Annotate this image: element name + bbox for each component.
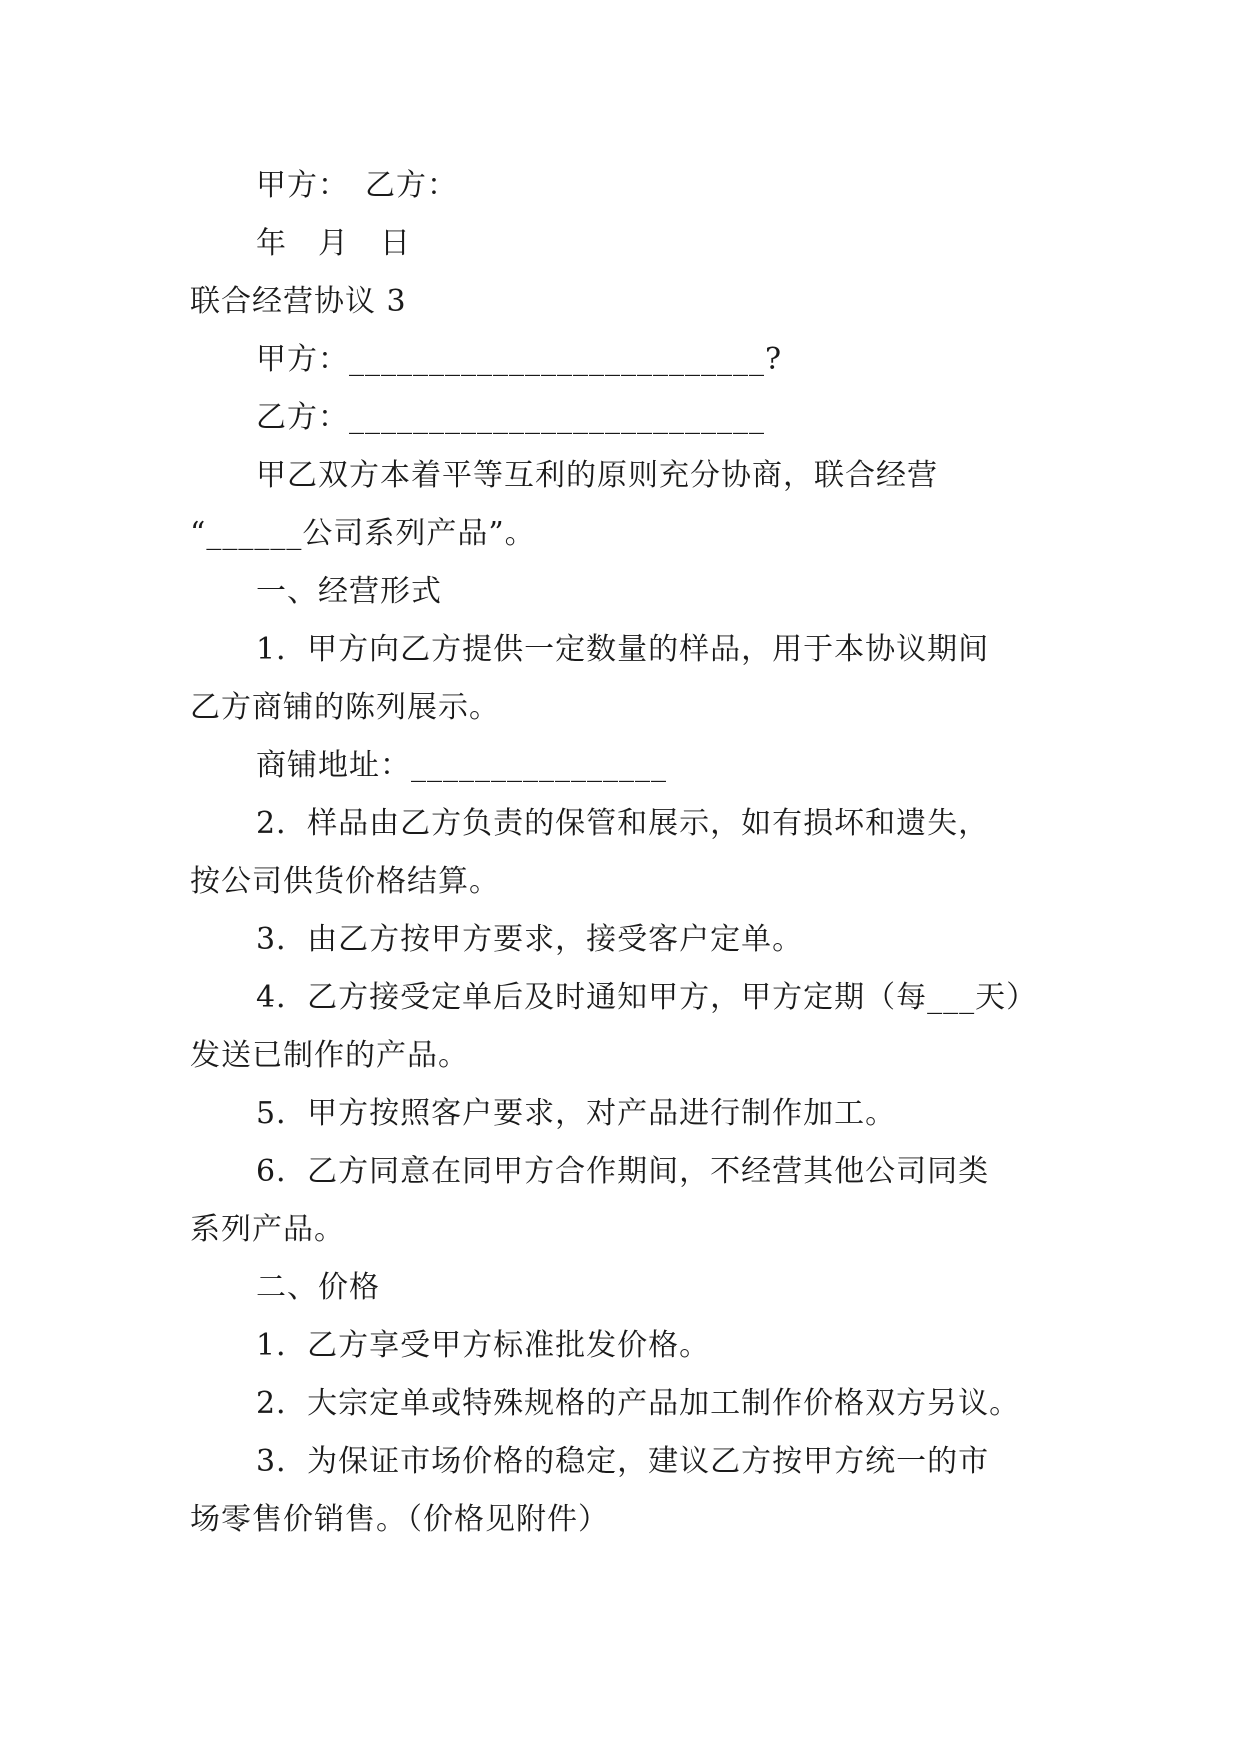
shop-address-line: 商铺地址：________________: [256, 748, 667, 783]
clause-1-2-line-1: 2．样品由乙方负责的保管和展示，如有损坏和遗失，: [256, 806, 990, 841]
preamble-line-2: “______公司系列产品”。: [190, 516, 536, 551]
clause-1-6-line-1: 6．乙方同意在同甲方合作期间，不经营其他公司同类: [256, 1154, 990, 1189]
clause-2-1: 1．乙方享受甲方标准批发价格。: [256, 1328, 711, 1363]
clause-2-2: 2．大宗定单或特殊规格的产品加工制作价格双方另议。: [256, 1386, 1021, 1421]
clause-1-1-line-2: 乙方商铺的陈列展示。: [190, 690, 500, 725]
clause-1-2-line-2: 按公司供货价格结算。: [190, 864, 500, 899]
section-heading-price: 二、价格: [256, 1270, 380, 1305]
clause-1-6-line-2: 系列产品。: [190, 1212, 345, 1247]
clause-1-4-line-2: 发送已制作的产品。: [190, 1038, 469, 1073]
clause-1-5: 5．甲方按照客户要求，对产品进行制作加工。: [256, 1096, 897, 1131]
preamble-line-1: 甲乙双方本着平等互利的原则充分协商，联合经营: [256, 458, 938, 493]
signature-parties-line: 甲方： 乙方：: [256, 168, 458, 203]
party-b-line: 乙方：__________________________: [256, 400, 765, 435]
party-a-line: 甲方：__________________________?: [256, 342, 783, 377]
clause-2-3-line-1: 3．为保证市场价格的稳定，建议乙方按甲方统一的市: [256, 1444, 990, 1479]
clause-2-3-line-2: 场零售价销售。（价格见附件）: [190, 1502, 609, 1537]
document-title: 联合经营协议 3: [190, 284, 407, 319]
date-line: 年 月 日: [256, 226, 411, 261]
clause-1-3: 3．由乙方按甲方要求，接受客户定单。: [256, 922, 804, 957]
clause-1-4-line-1: 4．乙方接受定单后及时通知甲方，甲方定期（每___天）: [256, 980, 1038, 1015]
section-heading-operation: 一、经营形式: [256, 574, 442, 609]
clause-1-1-line-1: 1．甲方向乙方提供一定数量的样品，用于本协议期间: [256, 632, 990, 667]
